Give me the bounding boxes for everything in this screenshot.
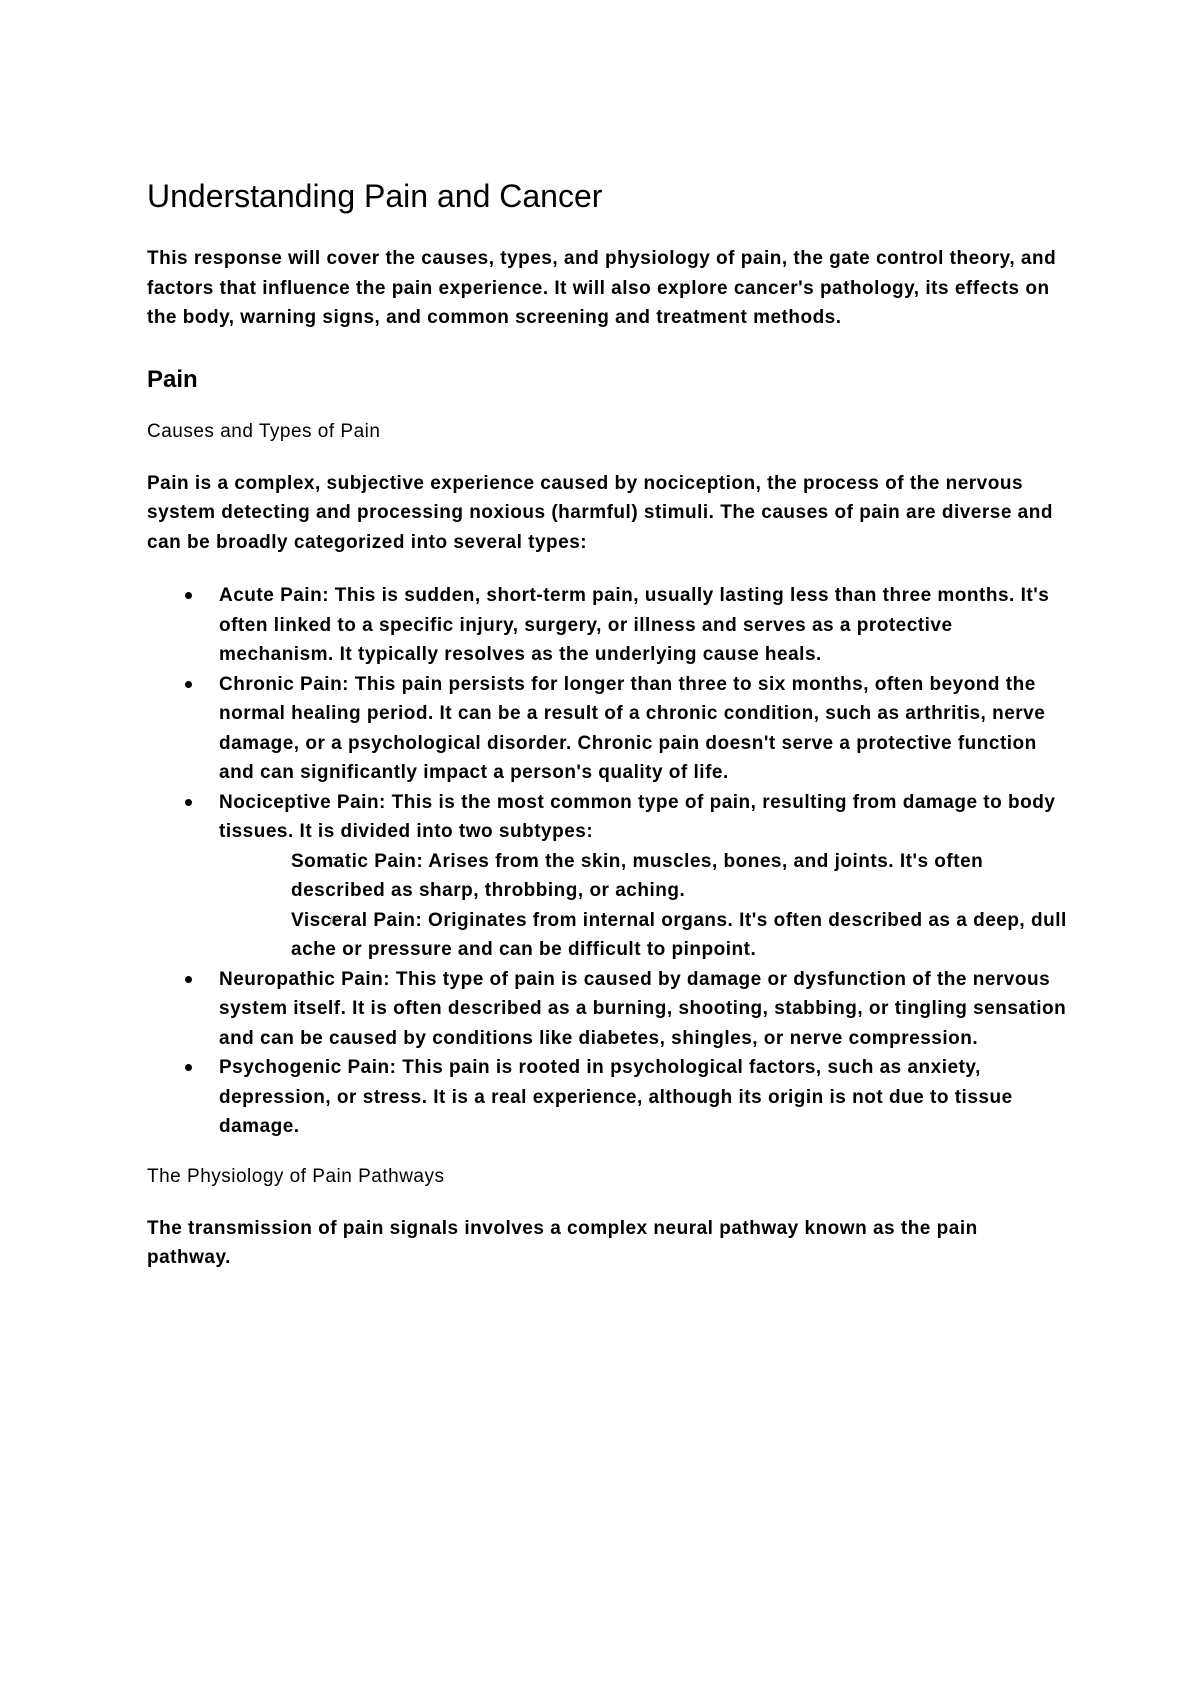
bullet-icon — [185, 681, 192, 688]
list-item-text: Nociceptive Pain: This is the most common type of pain, resulting from damage to body tissues. It is divided into two subtypes: — [219, 791, 1056, 842]
section-heading-pain: Pain — [147, 365, 198, 393]
bullet-icon — [185, 1064, 192, 1071]
subheading-physiology: The Physiology of Pain Pathways — [147, 1165, 445, 1187]
bullet-icon — [185, 592, 192, 599]
list-item — [147, 670, 1067, 788]
list-item-text: Psychogenic Pain: This pain is rooted in psychological factors, such as anxiety, depression, or stress. It is a real experience, although its origin is not due to tissue damage. — [219, 1057, 1013, 1137]
list-item — [147, 788, 1067, 965]
causes-intro-paragraph: Pain is a complex, subjective experience caused by nociception, the process of the nervous system detecting and processing noxious (harmful) stimuli. The causes of pain are diverse and can be broadly categorized into several types: — [147, 472, 1053, 553]
subheading-causes-types: Causes and Types of Pain — [147, 420, 381, 442]
pain-types-list — [147, 581, 1067, 1142]
nociceptive-subtypes-list — [219, 847, 1067, 965]
list-item — [147, 1053, 1067, 1142]
physiology-paragraph: The transmission of pain signals involves a complex neural pathway known as the pain pathway. — [147, 1217, 978, 1268]
sub-list-item — [219, 906, 1067, 965]
sub-list-item — [219, 847, 1067, 906]
list-item — [147, 965, 1067, 1054]
sub-list-item-text: Visceral Pain: Originates from internal organs. It's often described as a deep, dull ache or pressure and can be difficult to pinpoint. — [291, 909, 1067, 960]
document-page — [147, 176, 1067, 1273]
list-item — [147, 581, 1067, 670]
intro-paragraph: This response will cover the causes, types, and physiology of pain, the gate control theory, and factors that influence the pain experience. It will also explore cancer's pathology, its effects on the body, warning signs, and common screening and treatment methods. — [147, 248, 1057, 328]
hollow-bullet-icon — [330, 857, 338, 865]
bullet-icon — [185, 976, 192, 983]
bullet-icon — [185, 799, 192, 806]
sub-list-item-text: Somatic Pain: Arises from the skin, muscles, bones, and joints. It's often described as sharp, throbbing, or aching. — [291, 850, 984, 901]
document-title: Understanding Pain and Cancer — [147, 178, 603, 214]
hollow-bullet-icon — [330, 916, 338, 924]
list-item-text: Acute Pain: This is sudden, short-term pain, usually lasting less than three months. It's often linked to a specific injury, surgery, or illness and serves as a protective mechanism. It typically resolves as the underlying cause heals. — [219, 585, 1050, 665]
list-item-text: Chronic Pain: This pain persists for longer than three to six months, often beyond the normal healing period. It can be a result of a chronic condition, such as arthritis, nerve damage, or a psychological disorder. Chronic pain doesn't serve a protective function and can significantly impact a person's quality of life. — [219, 673, 1046, 783]
list-item-text: Neuropathic Pain: This type of pain is caused by damage or dysfunction of the nervous system itself. It is often described as a burning, shooting, stabbing, or tingling sensation and can be caused by conditions like diabetes, shingles, or nerve compression. — [219, 968, 1067, 1049]
